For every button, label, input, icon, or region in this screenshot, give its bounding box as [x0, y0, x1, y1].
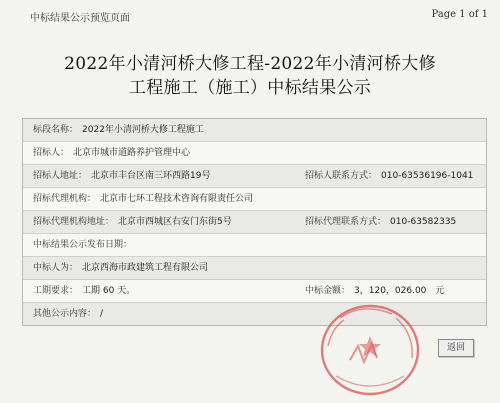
- cell-tenderer-contact: [305, 165, 473, 187]
- value-agency: 北京市七环工程技术咨询有限责任公司: [100, 194, 254, 204]
- row-agency: [23, 188, 486, 211]
- row-tenderer: [23, 142, 486, 165]
- row-section-name: [23, 119, 486, 142]
- label-other-content: 其他公示内容：: [33, 309, 97, 319]
- row-tenderer-address: [23, 165, 486, 188]
- value-tenderer-contact: 010-63536196-1041: [381, 171, 474, 181]
- header-page-number: Page 1 of 1: [431, 9, 488, 20]
- seal-arc-digits: [336, 376, 404, 386]
- cell-duration: [33, 280, 135, 302]
- back-button[interactable]: 返回: [438, 339, 474, 357]
- value-tenderer-address: 北京市丰台区南三环西路19号: [91, 171, 211, 181]
- row-agency-address: [23, 211, 486, 234]
- title-line-2: 工程施工（施工）中标结果公示: [128, 78, 372, 98]
- label-winning-amount: 中标金额：: [305, 286, 351, 296]
- cell-tenderer: [33, 142, 190, 164]
- label-agency: 招标代理机构：: [33, 194, 97, 204]
- cell-section-name: [33, 119, 204, 141]
- cell-other-content: [33, 303, 103, 325]
- page-header: [0, 0, 500, 26]
- label-tenderer-contact: 招标人联系方式：: [305, 171, 378, 181]
- value-agency-contact: 010-63582335: [390, 217, 457, 227]
- announcement-title: [30, 52, 470, 100]
- cell-agency-contact: [305, 211, 456, 233]
- value-tenderer: 北京市城市道路养护管理中心: [73, 148, 191, 158]
- label-agency-address: 招标代理机构地址：: [33, 217, 115, 227]
- value-winning-amount: 3，120，026.00 元: [354, 286, 445, 296]
- header-page-type: 中标结果公示预览页面: [30, 13, 130, 24]
- label-duration: 工期要求：: [33, 286, 79, 296]
- row-publish-date: [23, 234, 486, 257]
- cell-tenderer-address: [33, 165, 210, 187]
- value-agency-address: 北京市西城区右安门东街5号: [118, 217, 232, 227]
- label-agency-contact: 招标代理联系方式：: [305, 217, 387, 227]
- label-tenderer-address: 招标人地址：: [33, 171, 88, 181]
- row-winner: [23, 257, 486, 280]
- label-winner: 中标人为：: [33, 263, 79, 273]
- cell-publish-date: [33, 234, 136, 256]
- label-section-name: 标段名称：: [33, 125, 79, 135]
- value-other-content: /: [100, 309, 104, 319]
- value-winner: 北京西海市政建筑工程有限公司: [82, 263, 209, 273]
- seal-star: [359, 336, 381, 357]
- value-duration: 工期 60 天。: [82, 286, 136, 296]
- label-publish-date: 中标结果公示发布日期：: [33, 240, 133, 250]
- value-section-name: 2022年小清河桥大修工程施工: [82, 125, 204, 135]
- cell-agency: [33, 188, 253, 210]
- label-tenderer: 招标人：: [33, 148, 70, 158]
- company-seal-stamp: [300, 288, 426, 400]
- cell-agency-address: [33, 211, 232, 233]
- cell-winner: [33, 257, 208, 279]
- title-line-1: 2022年小清河桥大修工程-2022年小清河桥大修: [64, 54, 436, 74]
